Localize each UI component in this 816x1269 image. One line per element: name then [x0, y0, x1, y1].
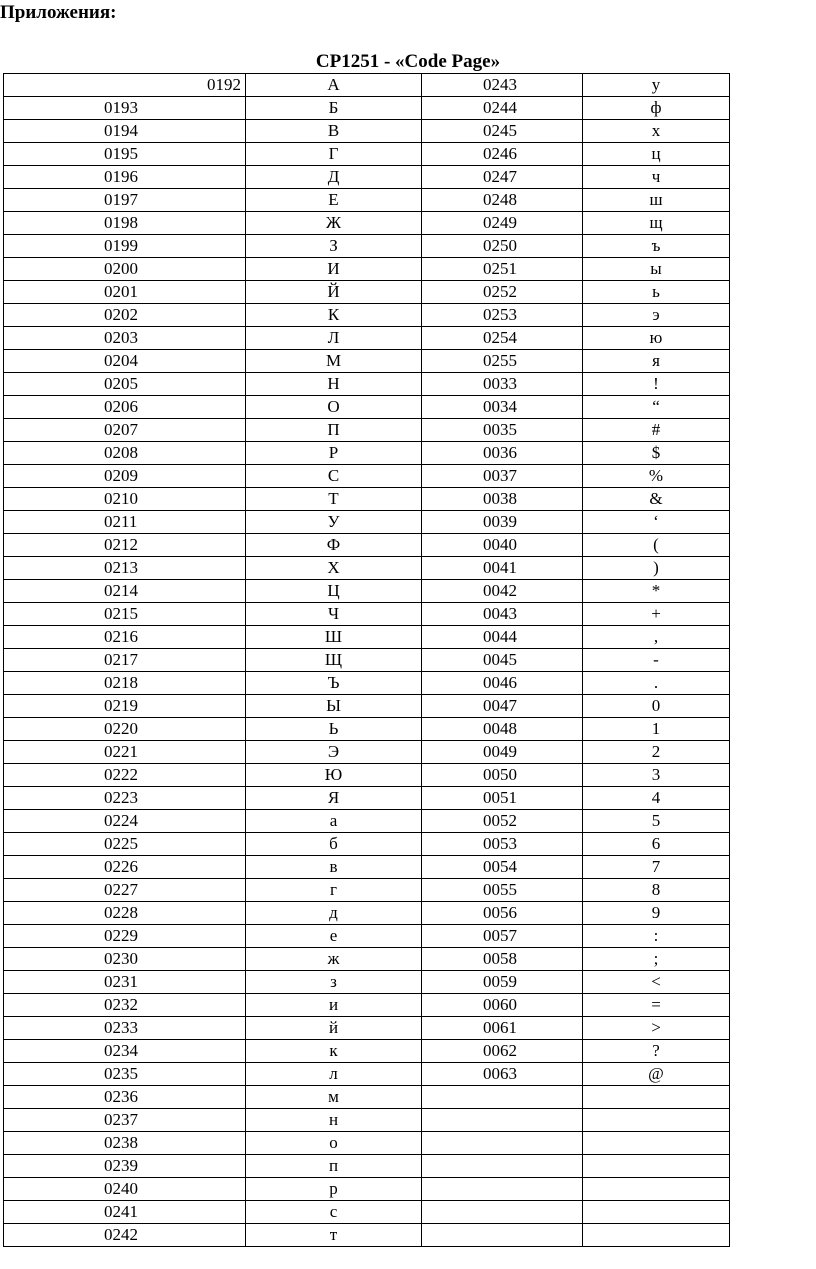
- cp-code-right: 0048: [422, 718, 583, 741]
- cp-code-right: [422, 1086, 583, 1109]
- cp-char-left: П: [246, 419, 422, 442]
- table-row: [4, 948, 730, 971]
- table-row: [4, 1201, 730, 1224]
- cp-char-left: Н: [246, 373, 422, 396]
- cp-char-right: ю: [583, 327, 730, 350]
- cp-char-left: Р: [246, 442, 422, 465]
- cp-char-right: х: [583, 120, 730, 143]
- cp-code-right: [422, 1201, 583, 1224]
- cp-code-left: 0221: [4, 741, 246, 764]
- table-row: [4, 557, 730, 580]
- cp-code-right: 0034: [422, 396, 583, 419]
- page-heading: Приложения:: [0, 2, 117, 23]
- cp-code-left: 0194: [4, 120, 246, 143]
- cp-code-right: 0255: [422, 350, 583, 373]
- cp-char-left: р: [246, 1178, 422, 1201]
- cp-code-right: 0250: [422, 235, 583, 258]
- cp-code-right: 0047: [422, 695, 583, 718]
- cp-code-right: 0043: [422, 603, 583, 626]
- cp-code-left: 0205: [4, 373, 246, 396]
- table-row: [4, 143, 730, 166]
- cp-code-right: 0252: [422, 281, 583, 304]
- cp-code-right: 0041: [422, 557, 583, 580]
- cp-code-left: 0222: [4, 764, 246, 787]
- cp-char-left: д: [246, 902, 422, 925]
- cp-code-left: 0202: [4, 304, 246, 327]
- cp-char-right: #: [583, 419, 730, 442]
- cp-char-left: Г: [246, 143, 422, 166]
- table-row: [4, 97, 730, 120]
- cp-char-left: з: [246, 971, 422, 994]
- cp-code-right: 0249: [422, 212, 583, 235]
- code-page-table-body: [4, 74, 730, 1247]
- cp-code-left: 0218: [4, 672, 246, 695]
- cp-char-right: “: [583, 396, 730, 419]
- cp-char-left: Т: [246, 488, 422, 511]
- cp-code-right: 0057: [422, 925, 583, 948]
- table-row: [4, 488, 730, 511]
- cp-code-right: 0053: [422, 833, 583, 856]
- table-row: [4, 902, 730, 925]
- cp-code-left: 0241: [4, 1201, 246, 1224]
- table-row: [4, 212, 730, 235]
- cp-char-right: 4: [583, 787, 730, 810]
- cp-char-left: Ш: [246, 626, 422, 649]
- table-row: [4, 258, 730, 281]
- cp-char-right: ;: [583, 948, 730, 971]
- table-row: [4, 1224, 730, 1247]
- cp-code-right: 0042: [422, 580, 583, 603]
- cp-char-left: М: [246, 350, 422, 373]
- cp-code-right: [422, 1109, 583, 1132]
- cp-code-right: 0049: [422, 741, 583, 764]
- cp-char-left: У: [246, 511, 422, 534]
- cp-code-right: 0251: [422, 258, 583, 281]
- cp-char-left: И: [246, 258, 422, 281]
- cp-code-right: 0045: [422, 649, 583, 672]
- cp-char-right: э: [583, 304, 730, 327]
- cp-code-left: 0238: [4, 1132, 246, 1155]
- table-row: [4, 235, 730, 258]
- table-row: [4, 1040, 730, 1063]
- cp-char-left: Ж: [246, 212, 422, 235]
- cp-char-left: В: [246, 120, 422, 143]
- table-row: [4, 971, 730, 994]
- cp-char-left: Й: [246, 281, 422, 304]
- table-row: [4, 1063, 730, 1086]
- table-row: [4, 1017, 730, 1040]
- table-row: [4, 281, 730, 304]
- cp-code-right: 0063: [422, 1063, 583, 1086]
- cp-char-left: О: [246, 396, 422, 419]
- cp-char-right: +: [583, 603, 730, 626]
- table-row: [4, 373, 730, 396]
- cp-char-right: [583, 1086, 730, 1109]
- cp-char-right: $: [583, 442, 730, 465]
- cp-char-left: й: [246, 1017, 422, 1040]
- table-row: [4, 74, 730, 97]
- cp-char-right: щ: [583, 212, 730, 235]
- cp-char-left: Ч: [246, 603, 422, 626]
- table-row: [4, 879, 730, 902]
- cp-code-left: 0236: [4, 1086, 246, 1109]
- cp-code-left: 0213: [4, 557, 246, 580]
- cp-char-left: Х: [246, 557, 422, 580]
- cp-char-left: К: [246, 304, 422, 327]
- cp-code-left: 0209: [4, 465, 246, 488]
- cp-code-right: 0055: [422, 879, 583, 902]
- cp-code-left: 0219: [4, 695, 246, 718]
- cp-code-left: 0204: [4, 350, 246, 373]
- table-row: [4, 580, 730, 603]
- table-row: [4, 1178, 730, 1201]
- cp-char-right: .: [583, 672, 730, 695]
- cp-char-right: %: [583, 465, 730, 488]
- cp-code-right: [422, 1132, 583, 1155]
- cp-code-left: 0203: [4, 327, 246, 350]
- cp-char-left: Э: [246, 741, 422, 764]
- cp-char-left: к: [246, 1040, 422, 1063]
- cp-char-left: б: [246, 833, 422, 856]
- cp-code-right: 0253: [422, 304, 583, 327]
- cp-char-right: ф: [583, 97, 730, 120]
- cp-code-right: 0039: [422, 511, 583, 534]
- cp-code-right: [422, 1224, 583, 1247]
- cp-code-left: 0200: [4, 258, 246, 281]
- cp-char-right: =: [583, 994, 730, 1017]
- cp-char-right: [583, 1178, 730, 1201]
- cp-char-right: 5: [583, 810, 730, 833]
- cp-char-left: Щ: [246, 649, 422, 672]
- cp-char-right: :: [583, 925, 730, 948]
- table-row: [4, 465, 730, 488]
- cp-char-left: с: [246, 1201, 422, 1224]
- cp-char-left: г: [246, 879, 422, 902]
- cp-code-left: 0212: [4, 534, 246, 557]
- cp-char-right: у: [583, 74, 730, 97]
- cp-code-right: 0035: [422, 419, 583, 442]
- cp-char-left: С: [246, 465, 422, 488]
- table-row: [4, 649, 730, 672]
- cp-char-right: 9: [583, 902, 730, 925]
- cp-code-left: 0199: [4, 235, 246, 258]
- cp-code-right: 0038: [422, 488, 583, 511]
- cp-char-right: ц: [583, 143, 730, 166]
- cp-char-left: Я: [246, 787, 422, 810]
- cp-code-left: 0220: [4, 718, 246, 741]
- cp-code-left: 0215: [4, 603, 246, 626]
- cp-code-left: 0201: [4, 281, 246, 304]
- table-row: [4, 603, 730, 626]
- cp-code-left: 0214: [4, 580, 246, 603]
- cp-char-left: ж: [246, 948, 422, 971]
- cp-char-left: Ю: [246, 764, 422, 787]
- cp-code-left: 0232: [4, 994, 246, 1017]
- cp-code-right: 0058: [422, 948, 583, 971]
- cp-char-right: ш: [583, 189, 730, 212]
- table-row: [4, 925, 730, 948]
- table-row: [4, 856, 730, 879]
- cp-char-left: Е: [246, 189, 422, 212]
- table-row: [4, 419, 730, 442]
- cp-char-right: ): [583, 557, 730, 580]
- cp-code-left: 0195: [4, 143, 246, 166]
- cp-code-left: 0208: [4, 442, 246, 465]
- cp-char-right: [583, 1132, 730, 1155]
- cp-char-left: З: [246, 235, 422, 258]
- cp-code-right: 0036: [422, 442, 583, 465]
- cp-char-right: [583, 1155, 730, 1178]
- cp-code-right: 0037: [422, 465, 583, 488]
- table-caption: CP1251 - «Code Page»: [315, 51, 501, 72]
- table-row: [4, 994, 730, 1017]
- cp-code-right: 0054: [422, 856, 583, 879]
- table-row: [4, 787, 730, 810]
- table-row: [4, 189, 730, 212]
- cp-code-left: 0196: [4, 166, 246, 189]
- cp-code-right: 0044: [422, 626, 583, 649]
- cp-code-left: 0229: [4, 925, 246, 948]
- table-row: [4, 718, 730, 741]
- table-row: [4, 120, 730, 143]
- cp-code-right: 0248: [422, 189, 583, 212]
- cp-char-left: п: [246, 1155, 422, 1178]
- cp-char-left: Ы: [246, 695, 422, 718]
- cp-code-right: [422, 1178, 583, 1201]
- cp-char-right: 2: [583, 741, 730, 764]
- cp-char-left: а: [246, 810, 422, 833]
- table-row: [4, 1155, 730, 1178]
- cp-char-left: в: [246, 856, 422, 879]
- table-row: [4, 327, 730, 350]
- cp-char-right: !: [583, 373, 730, 396]
- table-row: [4, 810, 730, 833]
- cp-char-left: и: [246, 994, 422, 1017]
- cp-char-right: *: [583, 580, 730, 603]
- table-row: [4, 511, 730, 534]
- cp-code-right: 0046: [422, 672, 583, 695]
- cp-code-right: 0254: [422, 327, 583, 350]
- cp-char-right: (: [583, 534, 730, 557]
- cp-code-right: 0040: [422, 534, 583, 557]
- cp-code-left: 0211: [4, 511, 246, 534]
- cp-code-left: 0225: [4, 833, 246, 856]
- cp-code-left: 0228: [4, 902, 246, 925]
- cp-char-left: Ф: [246, 534, 422, 557]
- cp-char-right: <: [583, 971, 730, 994]
- table-row: [4, 626, 730, 649]
- cp-code-right: 0050: [422, 764, 583, 787]
- cp-code-right: 0247: [422, 166, 583, 189]
- cp-code-left: 0235: [4, 1063, 246, 1086]
- cp-char-right: >: [583, 1017, 730, 1040]
- cp-code-left: 0231: [4, 971, 246, 994]
- cp-code-right: [422, 1155, 583, 1178]
- cp-char-left: Б: [246, 97, 422, 120]
- cp-char-left: Ц: [246, 580, 422, 603]
- cp-char-right: 3: [583, 764, 730, 787]
- cp-code-right: 0059: [422, 971, 583, 994]
- cp-char-left: л: [246, 1063, 422, 1086]
- cp-char-right: @: [583, 1063, 730, 1086]
- cp-code-left: 0239: [4, 1155, 246, 1178]
- cp-code-left: 0233: [4, 1017, 246, 1040]
- cp-code-right: 0052: [422, 810, 583, 833]
- cp-char-right: 6: [583, 833, 730, 856]
- cp-code-left: 0223: [4, 787, 246, 810]
- cp-code-left: 0240: [4, 1178, 246, 1201]
- cp-code-left: 0237: [4, 1109, 246, 1132]
- cp-char-left: Д: [246, 166, 422, 189]
- table-row: [4, 1109, 730, 1132]
- cp-char-left: м: [246, 1086, 422, 1109]
- cp-code-left: 0207: [4, 419, 246, 442]
- cp-char-right: ы: [583, 258, 730, 281]
- cp-char-left: Ь: [246, 718, 422, 741]
- cp-code-left: 0242: [4, 1224, 246, 1247]
- table-row: [4, 695, 730, 718]
- table-row: [4, 396, 730, 419]
- table-row: [4, 1086, 730, 1109]
- cp-code-left: 0216: [4, 626, 246, 649]
- cp-code-left: 0226: [4, 856, 246, 879]
- cp-code-right: 0245: [422, 120, 583, 143]
- cp-char-left: о: [246, 1132, 422, 1155]
- cp-char-right: ь: [583, 281, 730, 304]
- cp-code-right: 0062: [422, 1040, 583, 1063]
- cp-code-right: 0243: [422, 74, 583, 97]
- cp-char-right: 0: [583, 695, 730, 718]
- table-row: [4, 304, 730, 327]
- cp-char-right: ,: [583, 626, 730, 649]
- cp-code-left: 0193: [4, 97, 246, 120]
- cp-char-right: ‘: [583, 511, 730, 534]
- table-row: [4, 534, 730, 557]
- cp-char-right: ъ: [583, 235, 730, 258]
- cp-char-right: 8: [583, 879, 730, 902]
- table-row: [4, 672, 730, 695]
- cp-code-left: 0192: [4, 74, 246, 97]
- cp-char-left: е: [246, 925, 422, 948]
- table-row: [4, 741, 730, 764]
- table-row: [4, 350, 730, 373]
- cp-char-right: я: [583, 350, 730, 373]
- table-row: [4, 1132, 730, 1155]
- table-row: [4, 442, 730, 465]
- cp-char-right: ч: [583, 166, 730, 189]
- cp-char-right: [583, 1201, 730, 1224]
- table-row: [4, 166, 730, 189]
- cp-code-right: 0033: [422, 373, 583, 396]
- cp-code-left: 0197: [4, 189, 246, 212]
- cp-code-left: 0210: [4, 488, 246, 511]
- cp-char-right: ?: [583, 1040, 730, 1063]
- cp-code-left: 0234: [4, 1040, 246, 1063]
- cp-code-right: 0056: [422, 902, 583, 925]
- cp-char-right: [583, 1109, 730, 1132]
- cp-code-left: 0224: [4, 810, 246, 833]
- cp-code-left: 0206: [4, 396, 246, 419]
- cp-code-left: 0227: [4, 879, 246, 902]
- cp-char-right: 7: [583, 856, 730, 879]
- cp-char-left: т: [246, 1224, 422, 1247]
- cp-code-right: 0246: [422, 143, 583, 166]
- cp-char-left: Ъ: [246, 672, 422, 695]
- cp-code-left: 0230: [4, 948, 246, 971]
- cp-code-left: 0217: [4, 649, 246, 672]
- table-row: [4, 764, 730, 787]
- cp-char-right: 1: [583, 718, 730, 741]
- cp-code-left: 0198: [4, 212, 246, 235]
- cp-char-right: -: [583, 649, 730, 672]
- table-row: [4, 833, 730, 856]
- cp-char-right: [583, 1224, 730, 1247]
- cp-code-right: 0051: [422, 787, 583, 810]
- cp-char-right: &: [583, 488, 730, 511]
- cp-code-right: 0244: [422, 97, 583, 120]
- cp-code-right: 0061: [422, 1017, 583, 1040]
- cp-char-left: н: [246, 1109, 422, 1132]
- cp-code-right: 0060: [422, 994, 583, 1017]
- cp-char-left: А: [246, 74, 422, 97]
- code-page-table: [3, 73, 730, 1247]
- cp-char-left: Л: [246, 327, 422, 350]
